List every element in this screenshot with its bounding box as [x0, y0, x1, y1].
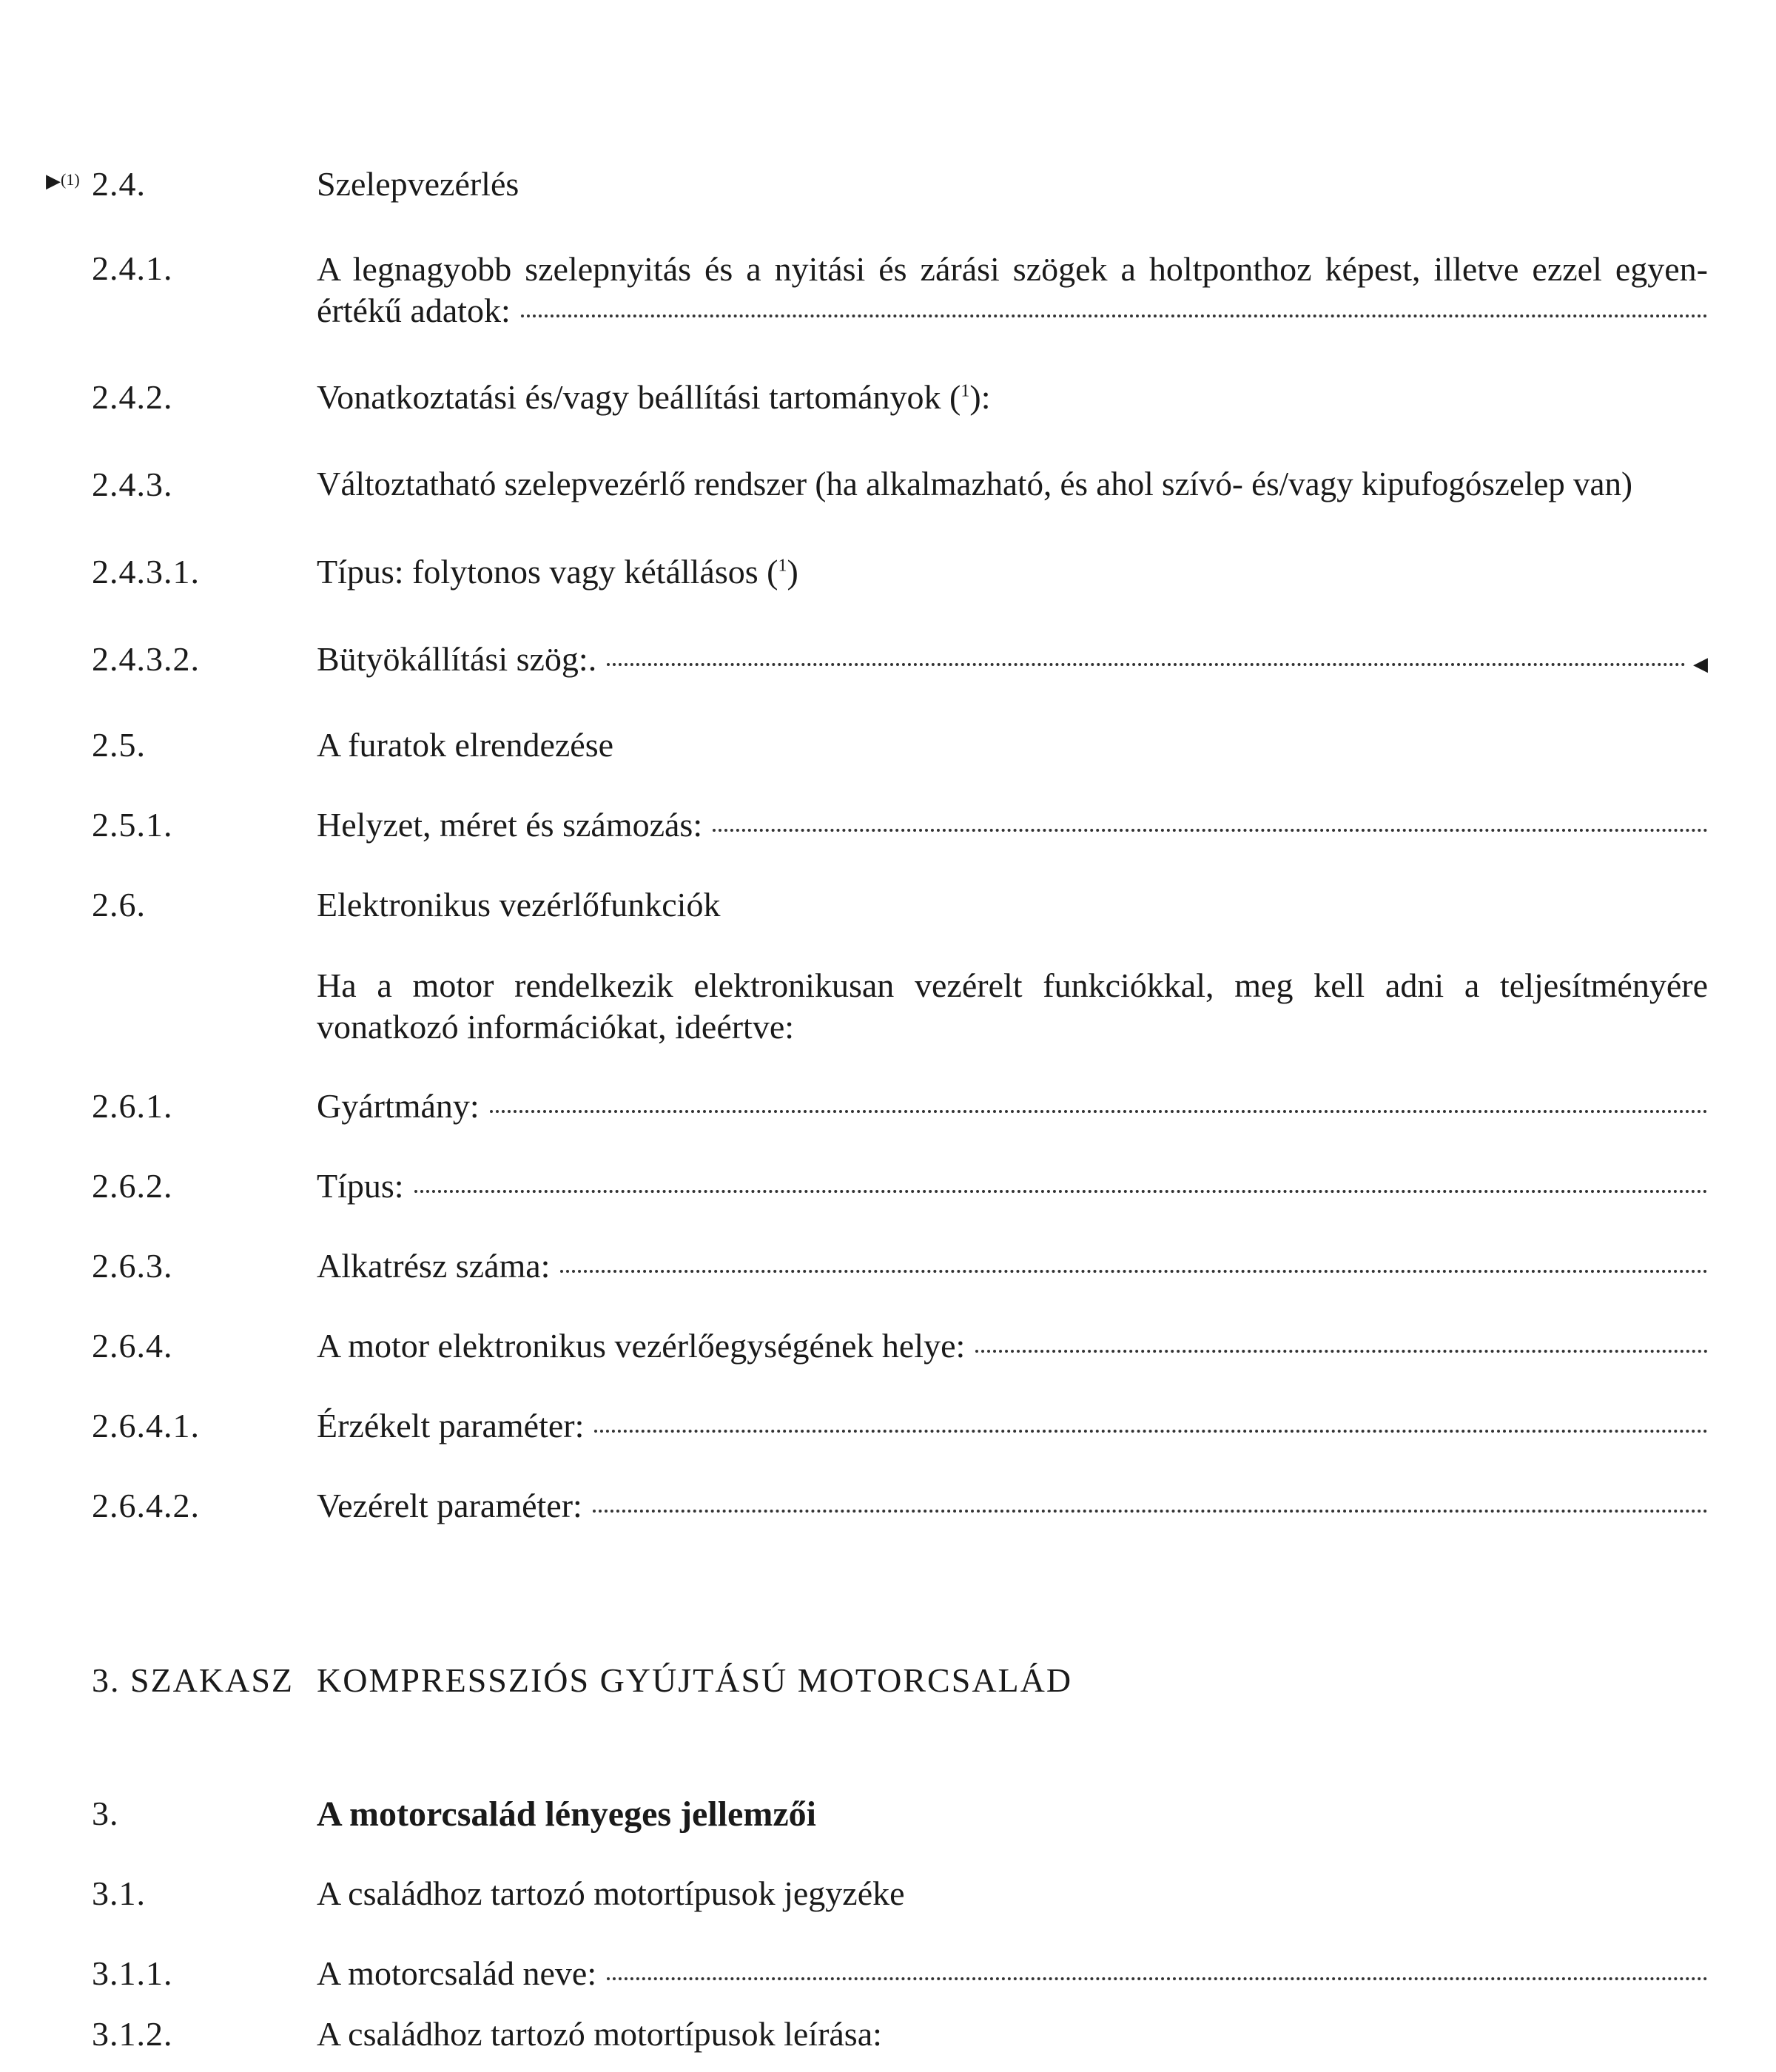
- triangle-right-icon: ▶: [46, 170, 61, 192]
- item-3-1-2: [0, 2014, 1776, 2066]
- item-text: Gyártmány:: [317, 1087, 480, 1125]
- item-text: Bütyökállítási szög:.: [317, 640, 597, 678]
- item-text: Típus:: [317, 1167, 404, 1205]
- item-text: Helyzet, méret és számozás:: [317, 806, 703, 844]
- fill-in-dots: [713, 829, 1708, 832]
- fill-in-dots: [414, 1190, 1708, 1193]
- item-3: [0, 1794, 1776, 1847]
- item-2-6: [0, 885, 1776, 938]
- item-text: Alkatrész száma:: [317, 1247, 551, 1285]
- item-text: Vezérelt paraméter:: [317, 1487, 582, 1524]
- item-2-4-3: [0, 465, 1776, 518]
- amendment-start-marker: [46, 172, 80, 191]
- item-2-6-4-1: [0, 1406, 1776, 1459]
- item-2-4: [0, 164, 1776, 218]
- item-text: Elektronikus vezérlőfunkciók: [317, 886, 721, 924]
- fill-in-dots: [607, 663, 1686, 666]
- item-text: Szelepvezérlés: [317, 165, 519, 203]
- item-heading: A motorcsalád lényeges jellemzői: [317, 1794, 816, 1834]
- item-number: 3.1.2.: [92, 2015, 173, 2053]
- item-2-4-3-2: [0, 639, 1776, 693]
- item-text: A családhoz tartozó motortípusok jegyzéke: [317, 1874, 905, 1912]
- item-number: 2.4.1.: [92, 249, 173, 287]
- item-2-4-1: [0, 249, 1776, 345]
- fill-in-dots: [975, 1350, 1708, 1353]
- item-number: 3.1.: [92, 1874, 146, 1912]
- item-2-6-2: [0, 1166, 1776, 1220]
- item-number: 2.6.: [92, 886, 146, 924]
- item-text-line1: Ha a motor rendelkezik elektronikusan vezérelt funkciókkal, meg kell adni a teljesítményére: [317, 966, 1708, 1004]
- triangle-left-icon: ◀: [1693, 653, 1708, 675]
- item-3-1-1: [0, 1954, 1776, 2007]
- footnote-ref: 1: [778, 556, 787, 576]
- item-text: Típus: folytonos vagy kétállásos ($^1$): [317, 553, 798, 591]
- item-2-6-1: [0, 1086, 1776, 1140]
- item-number: 2.4.3.2.: [92, 640, 200, 678]
- item-2-6-4-2: [0, 1486, 1776, 1539]
- item-2-6-3: [0, 1246, 1776, 1299]
- item-text: A családhoz tartozó motortípusok leírása:: [317, 2015, 882, 2053]
- amendment-note: (1): [61, 170, 80, 189]
- item-2-6-4: [0, 1326, 1776, 1379]
- item-number: 3.1.1.: [92, 1954, 173, 1992]
- item-number: 3.: [92, 1794, 119, 1832]
- item-text-line2: értékű adatok:: [317, 292, 511, 329]
- item-number: 2.4.3.1.: [92, 553, 200, 591]
- fill-in-dots: [593, 1510, 1708, 1513]
- section-3-heading: [0, 1661, 1776, 1714]
- section-number: 3. SZAKASZ: [92, 1661, 295, 1699]
- item-2-6-description: [0, 965, 1776, 1061]
- item-text: Változtatható szelepvezérlő rendszer (ha alkalmazható, és ahol szívó- és/vagy kipufogószelep van): [317, 465, 1633, 502]
- item-2-5-1: [0, 805, 1776, 858]
- item-text: A furatok elrendezése: [317, 726, 614, 764]
- item-number: 2.4.2.: [92, 378, 173, 416]
- item-number: 2.6.2.: [92, 1167, 173, 1205]
- item-number: 2.6.4.1.: [92, 1407, 200, 1444]
- item-text: Vonatkoztatási és/vagy beállítási tartományok ($^1$):: [317, 378, 991, 416]
- fill-in-dots: [521, 314, 1708, 317]
- item-number: 2.5.1.: [92, 806, 173, 844]
- item-number: 2.6.1.: [92, 1087, 173, 1125]
- item-2-4-2: [0, 377, 1776, 431]
- fill-in-dots: [594, 1430, 1708, 1433]
- item-3-1: [0, 1874, 1776, 1927]
- item-number: 2.5.: [92, 726, 146, 764]
- fill-in-dots: [560, 1270, 1708, 1273]
- fill-in-dots: [490, 1110, 1708, 1113]
- item-paragraph: [317, 249, 1708, 332]
- item-text: Érzékelt paraméter:: [317, 1407, 585, 1444]
- section-title: KOMPRESSZIÓS GYÚJTÁSÚ MOTORCSALÁD: [317, 1661, 1073, 1699]
- item-text: A motor elektronikus vezérlőegységének helye:: [317, 1327, 966, 1365]
- item-paragraph: [317, 965, 1708, 1048]
- item-number: 2.6.4.2.: [92, 1487, 200, 1524]
- item-2-4-3-1: [0, 552, 1776, 605]
- item-number: 2.6.4.: [92, 1327, 173, 1365]
- item-text: A motorcsalád neve:: [317, 1954, 597, 1992]
- footnote-ref: 1: [961, 381, 970, 401]
- item-number: 2.4.3.: [92, 465, 173, 503]
- item-2-5: [0, 725, 1776, 778]
- item-number: 2.4.: [92, 165, 146, 203]
- fill-in-dots: [607, 1977, 1708, 1980]
- item-number: 2.6.3.: [92, 1247, 173, 1285]
- item-text-line2: vonatkozó információkat, ideértve:: [317, 1008, 795, 1046]
- item-text-line1: A legnagyobb szelepnyitás és a nyitási és zárási szögek a holtponthoz képest, illetve ezzel egyen-: [317, 250, 1708, 288]
